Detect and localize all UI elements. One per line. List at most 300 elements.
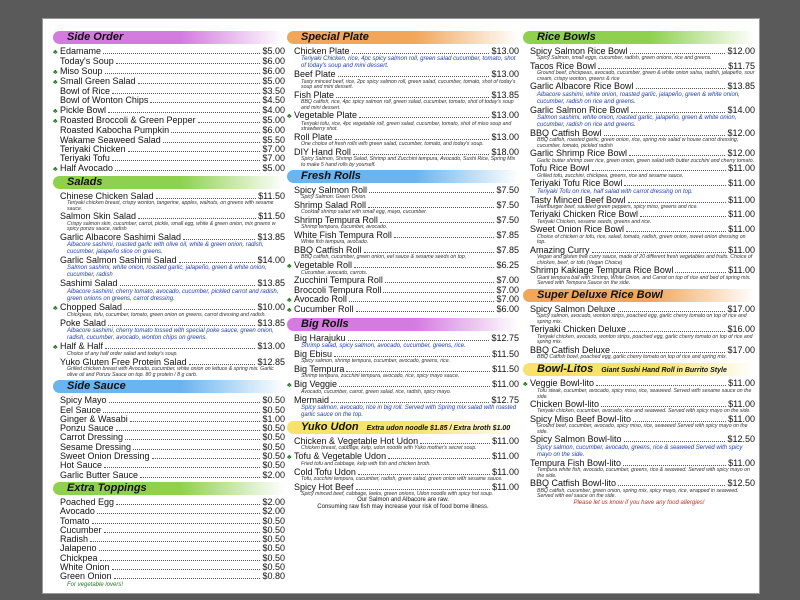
item-name: Chickpea: [60, 552, 98, 563]
leaf-icon: ♣: [53, 165, 58, 173]
section-title: Special Plate: [301, 31, 369, 43]
raw-item-description: Albacore sashimi, white onion, roasted garlic, jalapeño, green & white onion, cucumber, radish on rice and greens.: [537, 91, 740, 105]
dot-leader: [394, 237, 495, 238]
item-description: Spicy Salmon, small eggs, cucumber, radish, green onions, rice and greens.: [537, 55, 712, 62]
item-name: Big Veggie: [294, 378, 338, 389]
dot-leader: [339, 386, 490, 387]
dot-leader: [103, 53, 260, 54]
item-name: Shrimp Kakiage Tempura Rice Bowl: [530, 265, 674, 276]
item-price: $18.00: [491, 146, 519, 157]
item-name: Shrimp Salad Roll: [294, 200, 367, 211]
item-name: Green Onion: [60, 571, 112, 582]
item-name: Big Harajuku: [294, 332, 346, 343]
item-name: Vegetable Roll: [294, 259, 353, 270]
item-price: $7.50: [496, 214, 519, 225]
item-description: BBQ catfish, cucumber, green onion, eel sauce & sesame seeds on top.: [301, 253, 467, 260]
item-name: Teriyaki Chicken Rice Bowl: [530, 209, 639, 220]
menu-item: [53, 319, 285, 328]
item-price: $13.00: [491, 69, 519, 80]
dot-leader: [629, 155, 725, 156]
item-description: Spicy Salmon, Shrimp Salad, Shrimp and Zucchini tempura, Avocado, Sushi Rice, Spring Mix to make 5 hand rolls by yourself.: [301, 155, 516, 168]
item-price: $7.00: [496, 294, 519, 305]
item-description: Cucumber, avocado, carrots.: [301, 269, 368, 276]
item-description: Tofu steak, cucumber, avocado, spicy miso, rice, seaweed. Served with sesame sauce on the side.: [537, 387, 752, 400]
raw-item-description: Teriyaki Tofu on rice, half salad with carrot dressing on top.: [537, 188, 693, 195]
item-description: Chicken breast, cabbage, kelp, udon noodle with Yuko mother's secret soup.: [301, 445, 477, 452]
item-name: Poached Egg: [60, 496, 115, 507]
section-header: [287, 31, 519, 44]
item-price: $6.25: [496, 259, 519, 270]
item-name: BBQ Catfish Deluxe: [530, 344, 611, 355]
item-name: Pickle Bowl: [60, 104, 107, 115]
item-name: Half Avocado: [60, 162, 113, 173]
leaf-icon: ♣: [53, 304, 58, 312]
item-price: $11.50: [492, 348, 519, 359]
allergy-note: Please let us know if you have any food allergies!: [573, 499, 705, 506]
dot-leader: [628, 331, 725, 332]
dot-leader: [140, 477, 260, 478]
item-price: $4.50: [262, 95, 285, 106]
menu-item: [287, 305, 519, 315]
item-name: Beef Plate: [294, 69, 336, 80]
item-name: Spicy Salmon Bowl-lito: [530, 434, 622, 445]
item-price: $16.00: [727, 324, 755, 335]
item-price: $11.00: [492, 378, 519, 389]
item-price: $0.50: [262, 460, 285, 471]
item-description: Cocktail shrimp salad with small egg, mayo, cucumber.: [301, 209, 428, 216]
item-price: $11.00: [728, 414, 755, 424]
item-name: Edamame: [60, 46, 102, 56]
item-price: $12.50: [727, 434, 755, 445]
item-price: $12.50: [727, 478, 755, 489]
item-price: $12.75: [491, 394, 519, 405]
item-name: Big Tempura: [294, 363, 345, 374]
dot-leader: [348, 340, 490, 341]
menu-item: [287, 396, 519, 405]
item-description: Ground beef, chickpeas, avocado, cucumber, green & white onion salsa, radish, jalapeño, sour cream, crispy wonton, greens & rice: [537, 70, 755, 82]
item-name: Today's Soup: [60, 56, 114, 67]
item-description: BBQ catfish, cucumber, green onion, spring mix, spicy mayo, rice, wrapped in seaweed. Served with eel sauce on the side.: [537, 487, 739, 500]
item-name: Bowl of Wonton Chips: [60, 95, 149, 106]
item-description: Teriyaki chicken, avocado, wonton strips, poached egg, garlic cherry tomato on top of rice and spring mix.: [537, 333, 753, 346]
item-name: Spicy Salmon Deluxe: [530, 303, 616, 314]
menu-column-1: [53, 29, 285, 589]
raw-item-description: Salmon sashimi, white onion, roasted garlic, jalapeño, green & white onion, cucumber, radish: [67, 265, 267, 279]
item-description: Shrimp tempura, zucchini tempura, avocado, rice, spicy mayo sauce.: [301, 373, 460, 380]
item-name: Miso Soup: [60, 65, 103, 76]
item-price: $13.85: [257, 278, 285, 289]
item-description: BBQ catfish, roasted garlic, green onion, rice, spring mix salad w house carrot dressing, cucumber, tomato, pickled radish: [537, 137, 739, 149]
item-price: $11.75: [728, 60, 755, 71]
menu-item: [523, 106, 755, 115]
menu-column-3: [523, 29, 755, 507]
dot-leader: [385, 282, 495, 283]
item-price: $0.50: [262, 423, 285, 434]
dot-leader: [335, 139, 490, 140]
leaf-icon: ♣: [523, 380, 528, 388]
item-price: $17.00: [727, 303, 755, 314]
item-price: $5.00: [262, 75, 285, 86]
dot-leader: [618, 311, 726, 312]
item-description: One choice of fresh rolls with green salad, cucumber, tomato, and today's soup.: [301, 141, 484, 148]
section-title: Side Sauce: [67, 380, 126, 393]
dot-leader: [138, 83, 261, 84]
menu-item: [523, 435, 755, 444]
item-price: $3.50: [262, 86, 285, 97]
item-price: $0.50: [262, 432, 285, 443]
item-price: $11.50: [258, 211, 285, 222]
item-name: Teriyaki Chicken: [60, 143, 126, 154]
item-price: $2.00: [262, 506, 285, 517]
dot-leader: [150, 102, 260, 103]
dot-leader: [116, 63, 261, 64]
item-price: $7.50: [496, 200, 519, 211]
item-name: BBQ Catfish Roll: [294, 244, 362, 255]
dot-leader: [105, 348, 255, 349]
dot-leader: [349, 301, 495, 302]
item-name: Cucumber Roll: [294, 304, 354, 315]
item-name: Half & Half: [60, 340, 104, 351]
item-name: Avocado Roll: [294, 294, 347, 305]
item-name: Chicken & Vegetable Hot Udon: [294, 435, 419, 446]
vegetable-note: For vegetable lovers!: [67, 581, 124, 588]
section-header: [287, 170, 519, 183]
item-price: $12.00: [727, 46, 755, 56]
leaf-icon: ♣: [53, 68, 58, 76]
dot-leader: [124, 309, 255, 310]
item-price: $12.75: [491, 332, 519, 343]
dot-leader: [103, 412, 260, 413]
dot-leader: [592, 252, 727, 253]
item-price: $11.00: [728, 244, 755, 255]
dot-leader: [604, 135, 726, 136]
item-description: Choice of any half order salad and today's soup.: [67, 351, 178, 358]
item-description: Teriyaki chicken breast, crispy wonton, tangerine, apples, walnuts, on greens with sesame sauce.: [67, 200, 274, 212]
item-name: Wakame Seaweed Salad: [60, 134, 161, 145]
leaf-icon: ♣: [287, 262, 292, 270]
section-title: Fresh Rolls: [301, 170, 361, 183]
item-name: Sesame Dressing: [60, 441, 132, 452]
section-header: [53, 31, 285, 44]
item-name: Roasted Broccoli & Green Pepper: [60, 115, 196, 126]
item-price: $11.00: [728, 265, 755, 276]
item-name: Big Ebisu: [294, 348, 333, 359]
item-price: $6.00: [262, 65, 285, 76]
section-header: [53, 482, 285, 495]
dot-leader: [353, 154, 490, 155]
item-description: Hamburger beef, sautéed green peppers, spicy miso, greens and rice.: [537, 203, 698, 210]
dot-leader: [138, 218, 256, 219]
section-title: Bowl-Litos: [537, 362, 594, 375]
item-price: $13.00: [491, 131, 519, 142]
item-name: Veggie Bowl-lito: [530, 377, 595, 388]
item-name: Zucchini Tempura Roll: [294, 275, 383, 286]
leaf-icon: ♣: [53, 78, 58, 86]
item-price: $11.00: [728, 194, 755, 205]
dot-leader: [171, 132, 260, 133]
item-price: $0.50: [262, 534, 285, 545]
item-price: $13.00: [257, 340, 285, 351]
dot-leader: [636, 88, 726, 89]
menu-item: [287, 334, 519, 343]
item-name: Jalapeno: [60, 543, 97, 554]
item-name: Shrimp Tempura Roll: [294, 214, 378, 225]
dot-leader: [116, 430, 261, 431]
raw-item-description: Shrimp salad, spicy salmon, avocado, cucumber, greens, rice.: [301, 342, 466, 349]
item-description: Garlic butter shrimp over rice, green onion, green salad with butter zucchini and cherry tomato.: [537, 157, 755, 164]
item-price: $6.00: [262, 125, 285, 136]
item-description: Shrimp tempura, cucumber, avocado.: [301, 224, 388, 231]
item-name: Teriyaki Tofu Rice Bowl: [530, 178, 623, 189]
item-name: BBQ Catfish Bowl-lito: [530, 478, 617, 489]
dot-leader: [368, 207, 494, 208]
item-price: $11.00: [728, 178, 755, 189]
item-description: Choice of chicken or tofu, rice, salad, tomato, radish, green onion, sweet onion dressing on top.: [537, 233, 746, 246]
menu-item: [53, 471, 285, 480]
item-name: Ginger & Wasabi: [60, 413, 128, 424]
item-name: Sweet Onion Rice Bowl: [530, 224, 625, 235]
item-price: $5.00: [262, 162, 285, 173]
item-price: $11.00: [728, 163, 755, 174]
item-price: $6.00: [262, 56, 285, 67]
item-price: $12.85: [257, 356, 285, 367]
menu-column-2: [287, 29, 519, 511]
section-header: [53, 176, 285, 189]
item-description: BBQ Catfish bowl, poached egg, garlic cherry tomato on top of rice and spring mix.: [537, 354, 728, 361]
dot-leader: [624, 441, 726, 442]
dot-leader: [125, 439, 260, 440]
item-description: Ground beef, cucumber, avocado, spicy miso, rice, seaweed Served with spicy mayo on the side.: [537, 423, 748, 435]
dot-leader: [92, 523, 261, 524]
dot-leader: [380, 222, 495, 223]
dot-leader: [383, 292, 494, 293]
section-subtitle: Giant Sushi Hand Roll in Burrito Style: [601, 366, 727, 374]
section-header: [53, 380, 285, 393]
leaf-icon: ♣: [53, 107, 58, 115]
item-price: $13.85: [491, 89, 519, 100]
section-title: Super Deluxe Rice Bowl: [537, 288, 663, 301]
item-name: Spicy Mayo: [60, 395, 107, 406]
item-name: Garlic Albacore Sashimi Salad: [60, 231, 182, 242]
dot-leader: [640, 216, 726, 217]
item-price: $11.50: [258, 190, 285, 201]
menu-item: [523, 82, 755, 91]
item-name: Teriyaki Tofu: [60, 153, 110, 164]
item-name: Garlic Butter Sauce: [60, 469, 139, 480]
item-name: Avocado: [60, 506, 95, 517]
item-price: $7.85: [496, 229, 519, 240]
item-name: Fish Plate: [294, 89, 335, 100]
dot-leader: [596, 385, 726, 386]
item-name: BBQ Catfish Bowl: [530, 127, 602, 138]
item-price: $5.00: [262, 46, 285, 56]
dot-leader: [179, 262, 256, 263]
dot-leader: [99, 550, 261, 551]
item-name: Cold Tofu Udon: [294, 466, 356, 477]
dot-leader: [631, 112, 725, 113]
item-name: Tempura Fish Bowl-lito: [530, 457, 622, 468]
item-name: Garlic Salmon Rice Bowl: [530, 104, 630, 115]
item-description: Grilled tofu, zucchini, chickpea, greens, rice and sesame sauce.: [537, 172, 684, 179]
item-name: White Fish Tempura Roll: [294, 229, 392, 240]
dot-leader: [109, 402, 261, 403]
item-name: Poke Salad: [60, 317, 107, 328]
item-description: Spicy salmon, shrimp tempura, cucumber, avocado, greens, rice.: [301, 358, 451, 365]
item-price: $0.80: [262, 571, 285, 582]
dot-leader: [105, 73, 261, 74]
item-price: $2.00: [262, 469, 285, 480]
item-description: Spicy minced beef, cabbage, leeks, green onions, Udon noodle with spicy hot soup.: [301, 490, 494, 497]
item-name: DIY Hand Roll: [294, 146, 351, 157]
item-price: $4.00: [262, 104, 285, 115]
menu-item: [287, 47, 519, 56]
dot-leader: [112, 569, 261, 570]
dot-leader: [114, 578, 261, 579]
section-header: [287, 318, 519, 331]
item-description: Teriyaki Chicken, sesame seeds, greens and rice.: [537, 218, 652, 225]
menu-item: [53, 279, 285, 288]
item-price: $12.00: [727, 148, 755, 159]
dot-leader: [334, 356, 490, 357]
raw-fish-warning: Consuming raw fish may increase your risk of food borne illness.: [317, 504, 489, 511]
item-description: Giant tempura ball with Shrimp, White Onion, and Carrot on top of rice and bed of spring mix. Served with Tempura Sauce on the side.: [537, 274, 751, 287]
dot-leader: [592, 170, 727, 171]
item-price: $10.00: [257, 301, 285, 312]
dot-leader: [130, 421, 261, 422]
dot-leader: [628, 202, 727, 203]
item-price: $7.00: [262, 153, 285, 164]
item-name: Spicy Salmon Roll: [294, 185, 368, 196]
dot-leader: [630, 53, 726, 54]
item-description: Avocado, cucumber, carrot, green salad, rice, radish, spicy mayo.: [301, 389, 452, 396]
item-price: $11.00: [492, 466, 519, 477]
item-name: Tofu & Vegetable Udon: [294, 450, 387, 461]
dot-leader: [358, 474, 490, 475]
dot-leader: [356, 489, 491, 490]
dot-leader: [598, 68, 726, 69]
leaf-icon: ♣: [287, 307, 292, 315]
dot-leader: [352, 53, 490, 54]
item-price: $13.85: [727, 81, 755, 92]
item-name: Radish: [60, 534, 89, 545]
item-price: $2.00: [262, 496, 285, 507]
section-header: [287, 421, 519, 434]
item-price: $13.85: [257, 317, 285, 328]
section-title: Rice Bowls: [537, 31, 596, 43]
dot-leader: [388, 458, 490, 459]
item-name: Hot Sauce: [60, 460, 103, 471]
item-name: Ponzu Sauce: [60, 423, 114, 434]
item-name: Chopped Salad: [60, 301, 123, 312]
item-price: $14.00: [257, 255, 285, 266]
dot-leader: [626, 231, 726, 232]
item-description: Tasty minced beef, rice, 2pc spicy salmon roll, green salad, cucumber, tomato, shot of today's soup and mini dessert.: [301, 78, 516, 91]
item-price: $11.00: [728, 399, 755, 410]
leaf-icon: ♣: [53, 343, 58, 351]
item-price: $13.85: [257, 231, 285, 242]
item-name: Roll Plate: [294, 131, 333, 142]
item-name: Salmon Skin Salad: [60, 211, 137, 222]
leaf-icon: ♣: [287, 453, 292, 461]
raw-item-description: Spicy salmon, avocado, rice in big roll. Served with Spring mix salad with roasted garlic sauce on the top.: [301, 404, 517, 418]
leaf-icon: ♣: [287, 113, 292, 121]
item-price: $0.50: [262, 515, 285, 526]
item-description: Spicy salmon, avocado, wonton strips, poached egg, garlic cherry tomato on top of rice and spring mix.: [537, 313, 747, 325]
item-name: Spicy Hot Beef: [294, 481, 354, 492]
dot-leader: [120, 285, 256, 286]
dot-leader: [97, 513, 261, 514]
item-name: Chicken Plate: [294, 46, 350, 56]
dot-leader: [112, 160, 261, 161]
item-price: $14.00: [727, 104, 755, 115]
item-price: $11.50: [492, 363, 519, 374]
item-price: $0.50: [262, 524, 285, 535]
dot-leader: [163, 142, 261, 143]
section-header: [523, 31, 755, 44]
menu-page: [42, 18, 760, 594]
item-name: Garlic Salmon Sashimi Salad: [60, 255, 177, 266]
item-name: Tofu Rice Bowl: [530, 163, 590, 174]
menu-item: [53, 233, 285, 242]
item-name: Small Green Salad: [60, 75, 136, 86]
item-price: $7.00: [496, 284, 519, 295]
item-name: Chicken Bowl-lito: [530, 399, 600, 410]
item-name: Teriyaki Chicken Deluxe: [530, 324, 627, 335]
dot-leader: [336, 97, 489, 98]
section-title: Yuko Udon: [301, 420, 359, 433]
item-description: Chickpeas, tofu, cucumber, tomato, green onion on greens, carrot dressing and radish.: [67, 312, 266, 319]
dot-leader: [108, 325, 255, 326]
dot-leader: [128, 151, 261, 152]
item-name: Garlic Albacore Rice Bowl: [530, 81, 634, 92]
item-price: $5.00: [262, 115, 285, 126]
item-price: $0.50: [262, 543, 285, 554]
dot-leader: [156, 198, 257, 199]
item-name: Carrot Dressing: [60, 432, 124, 443]
item-name: Tomato: [60, 515, 90, 526]
item-name: Broccoli Tempura Roll: [294, 284, 382, 295]
raw-item-description: Albacore sashimi, cherry tomato, avocado, cucumber, pickled carrot and radish, green onions on greens, carrot dressing.: [67, 288, 279, 302]
dot-leader: [115, 170, 261, 171]
item-name: Spicy Miso Beef Bowl-lito: [530, 414, 632, 424]
item-price: $17.00: [727, 344, 755, 355]
leaf-icon: ♣: [287, 297, 292, 305]
item-price: $12.00: [727, 127, 755, 138]
raw-item-description: Teriyaki Chicken, rice, 4pc spicy salmon roll, green salad cucumber, tomato, shot of today's soup and mini dessert.: [301, 56, 516, 70]
item-name: Spicy Salmon Rice Bowl: [530, 46, 628, 56]
dot-leader: [183, 239, 255, 240]
raw-fish-warning: Our Salmon and Albacore are raw.: [357, 497, 449, 504]
item-name: Chinese Chicken Salad: [60, 190, 154, 201]
item-price: $0.50: [262, 395, 285, 406]
item-description: Tofu, zucchini tempura, cucumber, radish, green salad, green onion with sesame sauce.: [301, 476, 503, 482]
dot-leader: [104, 532, 261, 533]
item-name: Mermaid: [294, 394, 330, 405]
dot-leader: [331, 402, 489, 403]
item-price: $7.00: [496, 275, 519, 286]
item-name: Sweet Onion Dressing: [60, 451, 150, 462]
item-name: Cucumber: [60, 524, 102, 535]
dot-leader: [104, 467, 260, 468]
dot-leader: [612, 352, 725, 353]
item-price: $7.85: [496, 244, 519, 255]
dot-leader: [624, 185, 726, 186]
dot-leader: [618, 485, 725, 486]
item-price: $11.00: [728, 209, 755, 220]
item-price: $0.50: [262, 562, 285, 573]
dot-leader: [364, 252, 495, 253]
dot-leader: [601, 406, 726, 407]
